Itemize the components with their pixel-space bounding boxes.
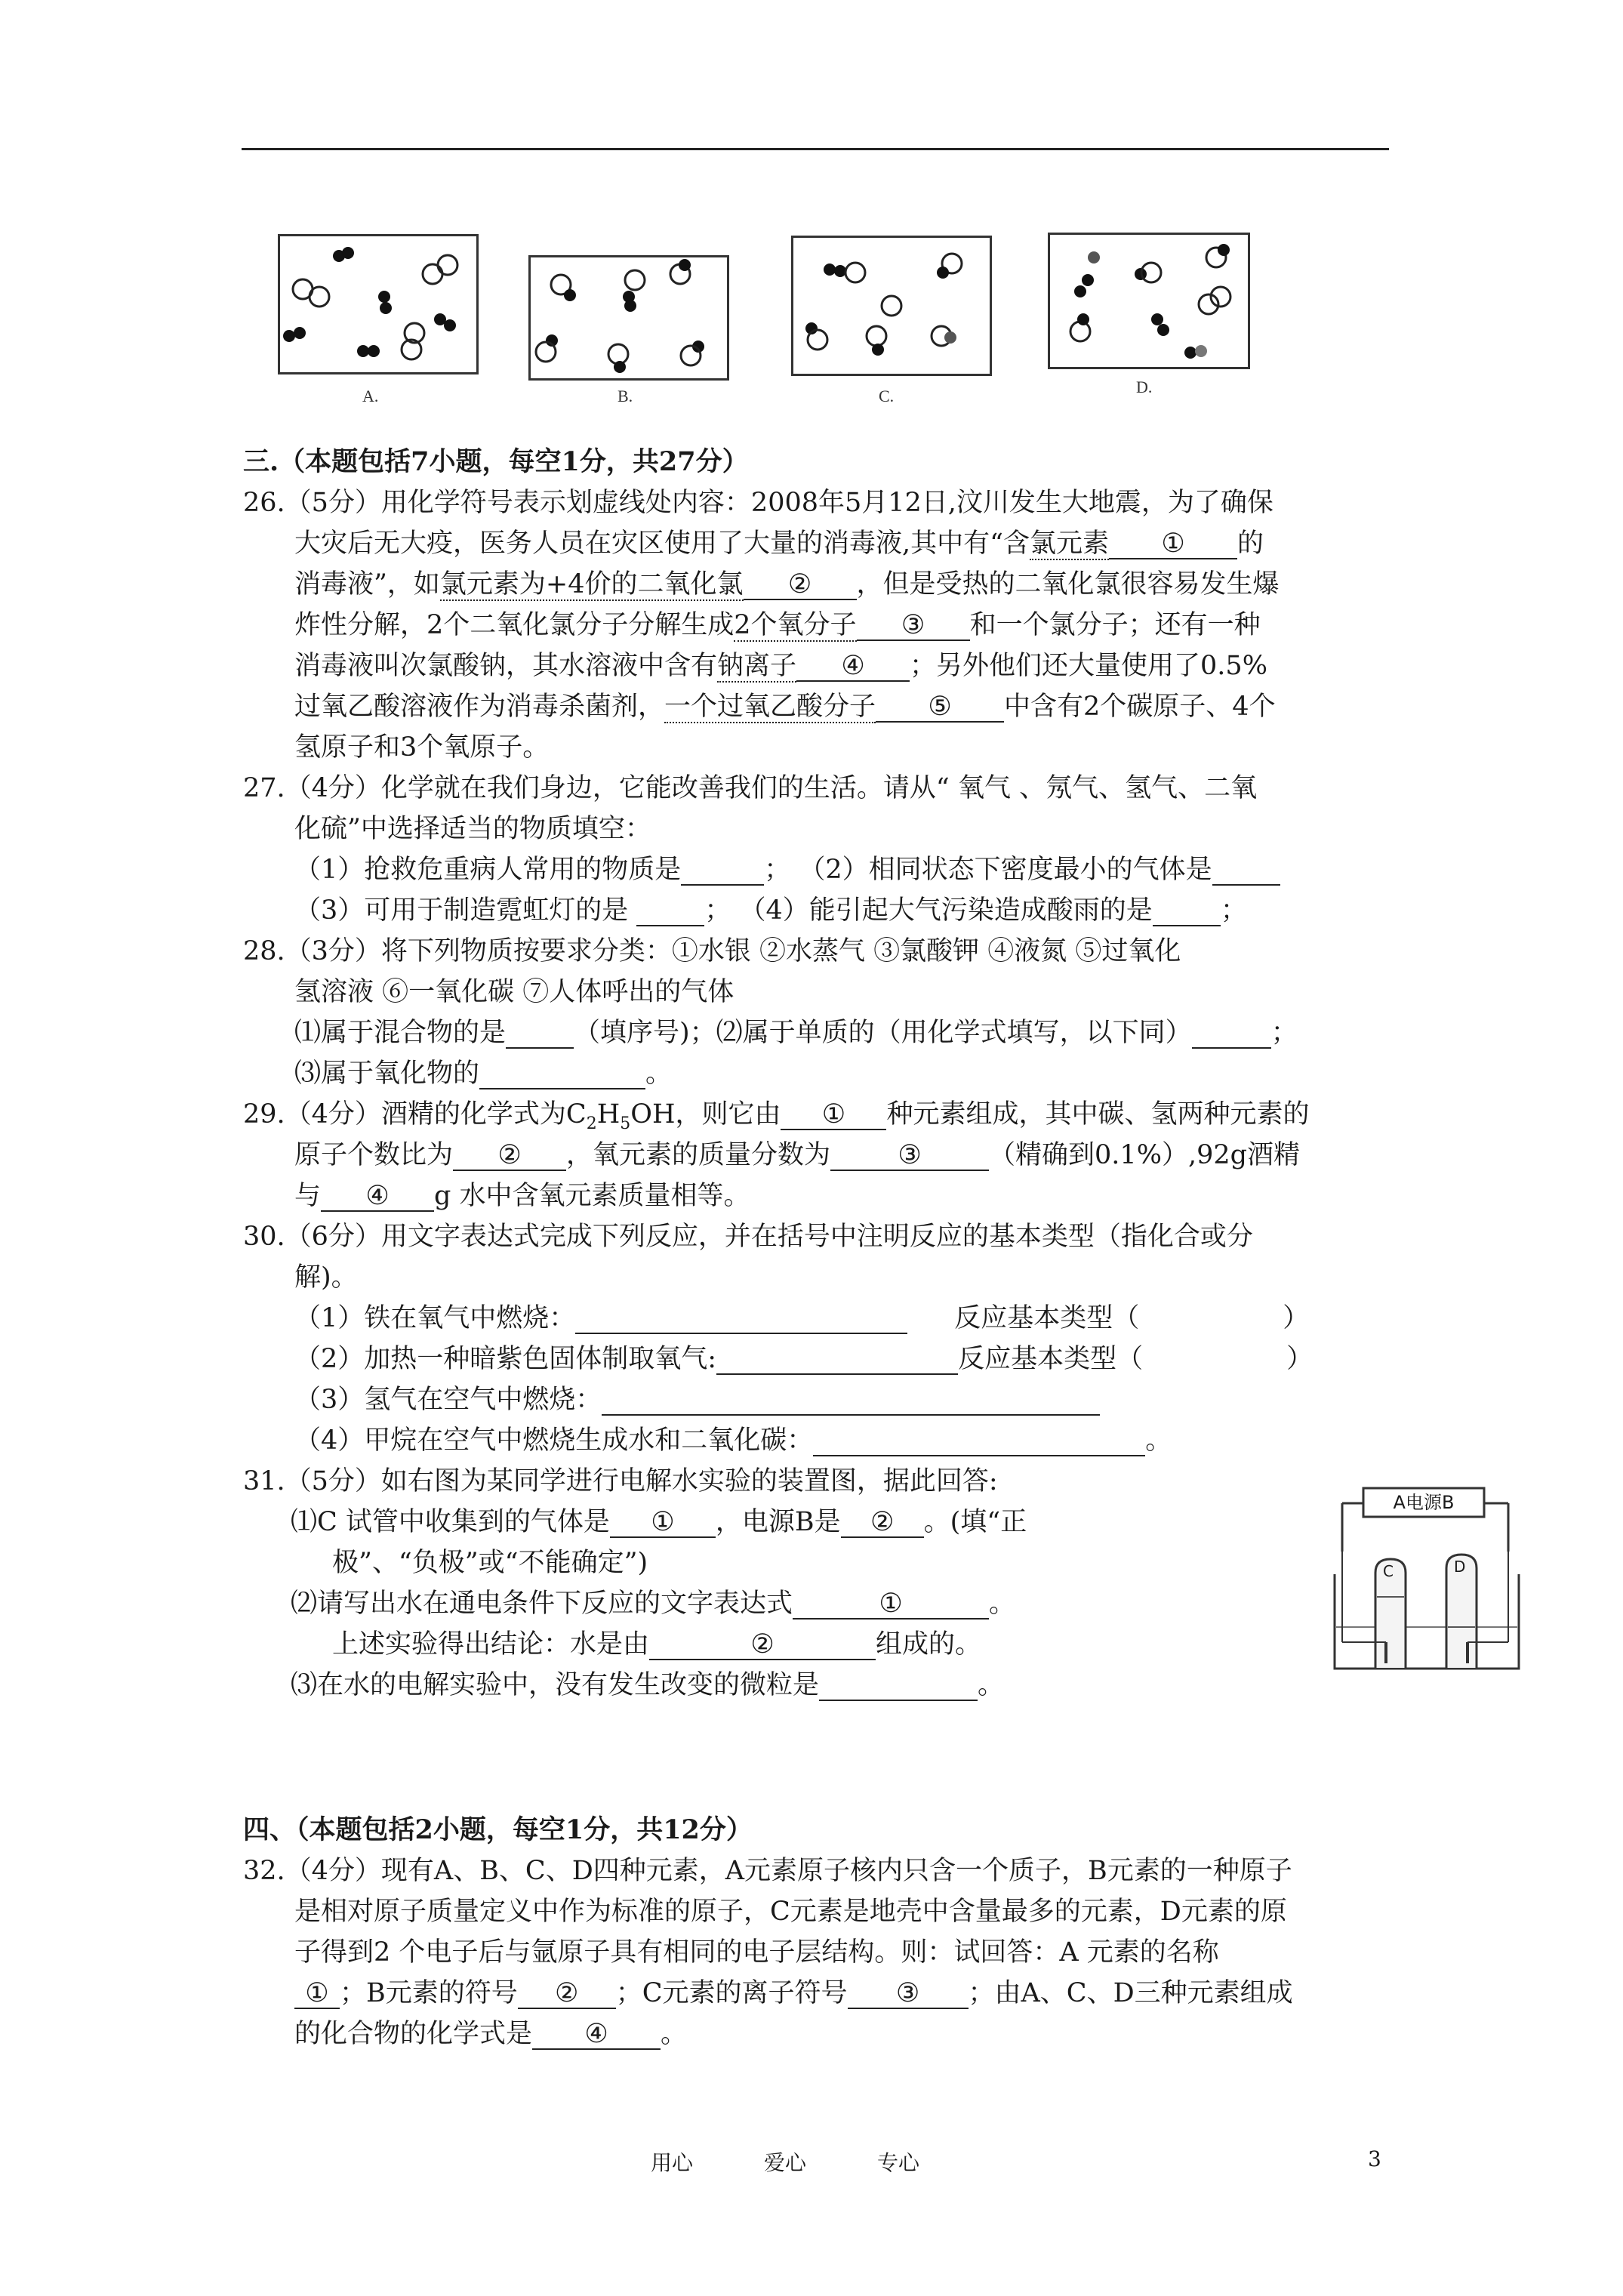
q31-line3: 极”、“负极”或“不能确定”)	[332, 1548, 648, 1578]
q31-line4: ⑵请写出水在通电条件下反应的文字表达式 ① 。	[291, 1589, 1016, 1619]
q26-line3: 消毒液”，如氯元素为+4价的二氧化氯 ② ，但是受热的二氧化氯很容易发生爆	[294, 569, 1280, 599]
q26-underlined-oxygen-molecules: 2个氧分子	[734, 610, 857, 640]
q32-blank-4[interactable]: ④	[532, 2020, 661, 2050]
figure-box-d	[1048, 233, 1250, 369]
q31-line1: 31.（5分）如右图为某同学进行电解水实验的装置图，据此回答:	[243, 1466, 998, 1496]
page-number: 3	[1368, 2147, 1381, 2171]
figure-label-c: C.	[879, 387, 895, 405]
q28-blank-2[interactable]	[1192, 1019, 1271, 1049]
footer-item-2: 爱心	[764, 2150, 807, 2175]
q32-blank-2[interactable]: ②	[518, 1979, 616, 2009]
tube-c-label: C	[1383, 1562, 1394, 1580]
q32-line2: 是相对原子质量定义中作为标准的原子，C元素是地壳中含量最多的元素，D元素的原	[294, 1897, 1287, 1927]
q32-line4: ① ；B元素的符号 ② ；C元素的离子符号 ③ ；由A、C、D三种元素组成	[294, 1977, 1293, 2010]
electrolysis-apparatus	[1329, 1484, 1525, 1672]
q31-blank-3[interactable]: ①	[793, 1589, 989, 1620]
q32-line5: 的化合物的化学式是 ④ 。	[294, 2019, 688, 2049]
q30-line4: （2）加热一种暗紫色固体制取氧气: 反应基本类型（ ）	[294, 1344, 1313, 1374]
q29-line2: 原子个数比为 ② ，氧元素的质量分数为 ③ （精确到0.1%）,92g酒精	[294, 1140, 1301, 1170]
footer-item-3: 专心	[877, 2150, 920, 2175]
q26-line2: 大灾后无大疫，医务人员在灾区使用了大量的消毒液,其中有“含氯元素 ① 的	[294, 529, 1264, 559]
q30-line3: （1）铁在氧气中燃烧： 反应基本类型（ ）	[294, 1303, 1310, 1333]
q29-blank-1[interactable]: ①	[781, 1100, 886, 1130]
q31-blank-1[interactable]: ①	[610, 1508, 716, 1538]
header-rule	[242, 148, 1389, 150]
q31-blank-2[interactable]: ②	[841, 1508, 924, 1538]
q26-line4: 炸性分解，2个二氧化氯分子分解生成2个氧分子 ③ 和一个氯分子；还有一种	[294, 610, 1261, 640]
q26-underlined-chlorine-element: 氯元素	[1030, 529, 1110, 559]
q32-blank-3[interactable]: ③	[848, 1979, 969, 2009]
q31-blank-4[interactable]: ②	[649, 1630, 876, 1660]
q29-line1: 29.（4分）酒精的化学式为$C_2H_5OH$，则它由 ① 种元素组成，其中碳、氢两种元素的	[243, 1099, 1310, 1133]
q29-blank-4[interactable]: ④	[321, 1182, 434, 1212]
q30-blank-1[interactable]	[575, 1304, 907, 1334]
figure-label-a: A.	[362, 387, 379, 405]
q28-line2: 氢溶液 ⑥一氧化碳 ⑦人体呼出的气体	[294, 977, 735, 1007]
q30-blank-4[interactable]	[813, 1426, 1145, 1456]
q27-line1: 27.（4分）化学就在我们身边，它能改善我们的生活。请从“ 氧气 、氖气、氢气、二氧	[243, 773, 1258, 803]
q32-blank-1[interactable]: ①	[294, 1979, 340, 2009]
q29-line3: 与 ④ g 水中含氧元素质量相等。	[294, 1181, 750, 1211]
q31-line5: 上述实验得出结论：水是由 ② 组成的。	[332, 1629, 982, 1660]
q31-line6: ⑶在水的电解实验中，没有发生改变的微粒是 。	[291, 1670, 1005, 1700]
q30-blank-3[interactable]	[602, 1385, 1100, 1416]
molecule-diagram-b	[531, 257, 727, 378]
figure-box-b	[528, 255, 729, 381]
q32-line1: 32.（4分）现有A、B、C、D四种元素，A元素原子核内只含一个质子，B元素的一种原子	[243, 1856, 1292, 1886]
q28-line1: 28.（3分）将下列物质按要求分类：①水银 ②水蒸气 ③氯酸钾 ④液氮 ⑤过氧化	[243, 936, 1181, 966]
q30-line5: （3）氢气在空气中燃烧：	[294, 1383, 1100, 1416]
q28-line3: ⑴属于混合物的是 （填序号)；⑵属于单质的（用化学式填写，以下同） ；	[294, 1018, 1298, 1048]
q26-blank-1[interactable]: ①	[1109, 529, 1237, 559]
q31-blank-5[interactable]	[819, 1671, 978, 1701]
q26-underlined-peracetic-acid: 一个过氧乙酸分子	[664, 692, 876, 722]
molecule-diagram-d	[1050, 235, 1248, 367]
q26-blank-2[interactable]: ②	[744, 570, 857, 600]
q26-blank-3[interactable]: ③	[857, 611, 970, 641]
q30-line2: 解)。	[294, 1262, 358, 1293]
q26-underlined-sodium-ion: 钠离子	[717, 651, 797, 681]
footer-item-1: 用心	[651, 2150, 694, 2175]
figure-box-a	[278, 234, 479, 374]
q28-blank-3[interactable]	[479, 1059, 645, 1089]
q27-blank-3[interactable]	[636, 896, 704, 926]
section3-title: 三.（本题包括7小题，每空1分，共27分）	[243, 446, 749, 477]
q27-line4: （3）可用于制造霓虹灯的是 ； （4）能引起大气污染造成酸雨的是 ；	[294, 895, 1247, 926]
molecule-diagram-c	[793, 238, 990, 374]
molecule-diagram-a	[280, 236, 476, 372]
q28-line4: ⑶属于氧化物的 。	[294, 1059, 673, 1089]
q26-line5: 消毒液叫次氯酸钠，其水溶液中含有钠离子 ④ ；另外他们还大量使用了0.5%	[294, 651, 1267, 681]
q30-line6: （4）甲烷在空气中燃烧生成水和二氧化碳： 。	[294, 1425, 1172, 1456]
q26-line1: 26.（5分）用化学符号表示划虚线处内容：2008年5月12日,汶川发生大地震，为了确保	[243, 488, 1273, 518]
q26-line6: 过氧乙酸溶液作为消毒杀菌剂，一个过氧乙酸分子 ⑤ 中含有2个碳原子、4个	[294, 692, 1276, 722]
q31-line2: ⑴C 试管中收集到的气体是 ① ，电源B是 ② 。(填“正	[291, 1507, 1027, 1537]
q26-blank-4[interactable]: ④	[796, 652, 910, 682]
q30-blank-2[interactable]	[716, 1345, 958, 1375]
q32-line3: 子得到2 个电子后与氩原子具有相同的电子层结构。则：试回答：A 元素的名称	[294, 1937, 1219, 1968]
q30-line1: 30.（6分）用文字表达式完成下列反应，并在括号中注明反应的基本类型（指化合或分	[243, 1222, 1253, 1252]
q27-blank-1[interactable]	[681, 855, 764, 886]
power-source-label: A电源B	[1393, 1492, 1455, 1513]
tube-d-label: D	[1454, 1558, 1466, 1576]
q26-line7: 氢原子和3个氧原子。	[294, 732, 550, 763]
figure-label-d: D.	[1136, 378, 1153, 396]
q29-blank-3[interactable]: ③	[830, 1141, 989, 1171]
q29-blank-2[interactable]: ②	[453, 1141, 566, 1171]
q27-blank-4[interactable]	[1153, 896, 1221, 926]
q28-blank-1[interactable]	[506, 1019, 574, 1049]
q27-line2: 化硫”中选择适当的物质填空：	[294, 814, 651, 844]
figure-label-b: B.	[617, 387, 633, 405]
q26-underlined-chlorine-dioxide: 氯元素为+4价的二氧化氯	[439, 569, 744, 599]
q26-blank-5[interactable]: ⑤	[876, 692, 1004, 723]
q27-blank-2[interactable]	[1212, 855, 1280, 886]
section4-title: 四、（本题包括2小题，每空1分，共12分）	[243, 1814, 753, 1845]
figure-box-c	[791, 236, 992, 376]
q27-line3: （1）抢救危重病人常用的物质是 ； （2）相同状态下密度最小的气体是	[294, 853, 1280, 886]
